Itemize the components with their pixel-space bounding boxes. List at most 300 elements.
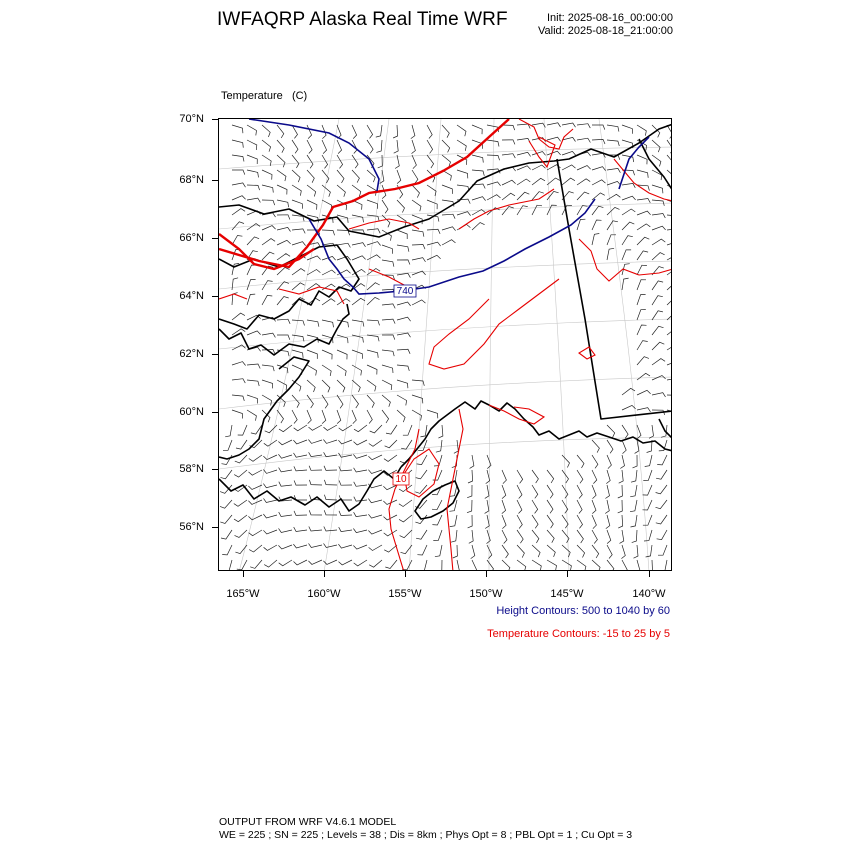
- wind-barb: [487, 182, 501, 186]
- wind-barb: [643, 470, 652, 481]
- wind-barb: [607, 545, 612, 559]
- wind-barb: [442, 214, 455, 219]
- wind-barb: [399, 500, 412, 507]
- wind-barb: [487, 455, 491, 469]
- wind-barb: [247, 380, 259, 386]
- wind-barb: [577, 179, 590, 185]
- wind-barb: [637, 265, 647, 275]
- wind-barb: [432, 515, 442, 525]
- wind-barb: [633, 455, 638, 468]
- wind-barb: [221, 530, 232, 539]
- wind-barb: [427, 155, 434, 168]
- wind-barb: [337, 365, 346, 376]
- wind-barb: [517, 192, 529, 200]
- wind-barb: [467, 500, 472, 513]
- wind-barb: [262, 155, 271, 166]
- wind-barb: [562, 545, 570, 557]
- wind-barb: [367, 215, 379, 221]
- wind-barb: [487, 530, 491, 544]
- wind-barb: [277, 240, 291, 245]
- wind-barb: [224, 560, 232, 571]
- wind-barb: [502, 545, 508, 558]
- wind-barb: [634, 545, 639, 558]
- wind-barb: [292, 140, 298, 153]
- wind-barb: [277, 335, 290, 340]
- wind-barb: [247, 331, 261, 335]
- wind-barb: [637, 199, 650, 203]
- wind-barb: [618, 500, 623, 513]
- wind-barb: [399, 515, 412, 522]
- wind-barb: [322, 230, 335, 235]
- wind-barb: [322, 365, 331, 376]
- wind-barb: [367, 320, 380, 325]
- wind-barb: [277, 380, 287, 390]
- wind-barb: [232, 395, 244, 401]
- wind-barb: [412, 258, 426, 262]
- wind-barb: [667, 125, 672, 138]
- wind-barb: [427, 140, 433, 153]
- wind-barb: [577, 515, 583, 528]
- wind-barb: [339, 511, 352, 516]
- wind-barb: [232, 155, 244, 162]
- wind-barb: [354, 512, 367, 516]
- wind-barb: [307, 140, 312, 154]
- wind-barb: [667, 378, 672, 382]
- wind-barb: [442, 227, 456, 231]
- wind-barb: [307, 256, 321, 260]
- wind-barb: [645, 455, 652, 467]
- wind-barb: [339, 527, 352, 531]
- wind-barb: [562, 123, 576, 127]
- wind-barb: [292, 170, 300, 182]
- wind-barb: [294, 466, 307, 471]
- lat-tick: [212, 527, 218, 528]
- wind-barb: [660, 560, 667, 571]
- wind-barb: [234, 500, 247, 506]
- wind-barb: [438, 425, 443, 438]
- wind-barb: [339, 481, 352, 486]
- wind-barb: [279, 560, 292, 566]
- wind-barb: [368, 470, 382, 474]
- wind-barb: [353, 454, 367, 458]
- valid-time: Valid: 2025-08-18_21:00:00: [538, 25, 673, 37]
- wind-barb: [562, 151, 576, 155]
- wind-barb: [397, 260, 410, 265]
- wind-barb: [337, 230, 350, 235]
- wind-barb: [247, 198, 260, 202]
- wind-barb: [382, 410, 389, 423]
- wind-barb: [232, 170, 245, 175]
- wind-barb: [622, 236, 633, 245]
- wind-barb: [370, 425, 382, 433]
- wind-barb: [382, 365, 393, 373]
- wind-barb: [324, 425, 338, 430]
- wind-barb: [622, 560, 627, 571]
- wind-barb: [337, 350, 347, 359]
- wind-barb: [263, 455, 277, 460]
- wind-barb: [637, 341, 648, 350]
- wind-barb: [307, 125, 312, 139]
- lat-label-56: 56°N: [179, 521, 204, 533]
- wind-barb: [667, 155, 672, 168]
- wind-barb: [532, 500, 538, 513]
- wind-barb: [279, 482, 292, 487]
- wind-barb: [592, 206, 603, 215]
- wind-barb: [457, 170, 468, 178]
- wind-barb: [250, 560, 262, 568]
- wind-barb: [294, 511, 307, 516]
- wind-barb: [368, 530, 382, 534]
- wind-barb: [294, 425, 307, 431]
- wind-barb: [468, 515, 473, 528]
- wind-barb: [385, 440, 397, 448]
- wind-barb: [277, 125, 284, 138]
- wind-barb: [607, 140, 619, 146]
- wind-barb: [393, 125, 398, 138]
- wind-barb: [277, 170, 286, 181]
- wind-barb: [307, 380, 315, 392]
- wind-barb: [322, 155, 328, 168]
- model-footer: [219, 816, 632, 841]
- wind-barb: [427, 242, 441, 246]
- wind-barb: [607, 440, 613, 453]
- wind-barb: [397, 365, 409, 371]
- wind-barb: [367, 170, 375, 182]
- wind-barb: [402, 560, 412, 570]
- wind-barb: [352, 256, 366, 260]
- wind-barb: [292, 229, 305, 234]
- wind-barb: [630, 500, 637, 512]
- wind-barb: [247, 294, 255, 305]
- wind-barb: [547, 178, 560, 185]
- wind-barb: [502, 500, 506, 514]
- wind-barb: [307, 200, 317, 210]
- run-times: [480, 12, 673, 38]
- lat-tick: [212, 354, 218, 355]
- wind-barb: [607, 168, 620, 172]
- wind-barb: [485, 500, 489, 513]
- wind-barb: [322, 395, 328, 408]
- wind-barb: [337, 256, 351, 260]
- wind-barb: [592, 485, 596, 499]
- wind-barb: [637, 251, 648, 260]
- wind-barb: [502, 207, 514, 216]
- wind-barb: [309, 425, 323, 430]
- wind-barb: [324, 543, 338, 547]
- wind-barb: [367, 410, 372, 424]
- wind-barb: [309, 543, 323, 547]
- wind-barb: [667, 361, 672, 365]
- wind-barb: [652, 253, 665, 260]
- wind-barb: [442, 125, 449, 138]
- lon-tick: [243, 571, 244, 577]
- wind-barb: [637, 408, 651, 412]
- wind-barb: [292, 283, 305, 290]
- wind-barb: [517, 470, 523, 483]
- wind-barb: [592, 515, 596, 529]
- wind-barb: [637, 357, 649, 365]
- wind-barb: [248, 515, 262, 520]
- wind-barb: [577, 219, 585, 230]
- wind-barb: [308, 560, 322, 564]
- wind-barb: [631, 470, 637, 482]
- wind-barb: [592, 220, 602, 230]
- wind-barb: [637, 237, 649, 245]
- wind-barb: [292, 410, 297, 424]
- wind-barb: [502, 140, 515, 145]
- wind-barb: [622, 405, 636, 410]
- wind-barb: [369, 440, 382, 446]
- wind-barb: [337, 155, 343, 168]
- wind-barb: [592, 560, 600, 571]
- wind-barb: [605, 485, 609, 499]
- wind-barb: [382, 395, 390, 407]
- wind-barb: [547, 500, 553, 513]
- wind-barb: [324, 495, 337, 500]
- wind-barb: [470, 455, 474, 468]
- lat-tick: [212, 469, 218, 470]
- wind-barb: [592, 180, 606, 185]
- wind-barb: [337, 185, 345, 197]
- wind-barb: [667, 395, 672, 400]
- wind-barb: [277, 140, 284, 153]
- wind-barb: [532, 530, 539, 543]
- wind-barb: [517, 152, 531, 156]
- wind-barb: [607, 560, 614, 571]
- wind-barb: [485, 515, 489, 529]
- wind-barb: [262, 333, 275, 337]
- wind-barb: [384, 530, 397, 536]
- wind-barb: [247, 125, 257, 135]
- wind-barb: [607, 207, 620, 215]
- wind-barb: [322, 200, 332, 210]
- wind-barb: [262, 239, 275, 245]
- wind-barb: [547, 530, 554, 543]
- wind-barb: [427, 255, 441, 260]
- wind-barb: [487, 140, 499, 147]
- wind-barb: [442, 240, 456, 245]
- wind-barb: [657, 530, 667, 540]
- wind-barb: [562, 560, 571, 571]
- wind-barb: [307, 170, 314, 183]
- wind-barb: [277, 319, 290, 324]
- wind-barb: [262, 226, 276, 230]
- wind-barb: [247, 185, 260, 190]
- wind-barb: [309, 466, 322, 471]
- wind-barb: [622, 183, 635, 187]
- wind-barb: [592, 470, 597, 484]
- wind-barb: [384, 545, 397, 552]
- wind-barb: [667, 255, 672, 260]
- wind-barb: [419, 560, 427, 571]
- wind-barb: [412, 200, 421, 211]
- wind-barb: [652, 393, 666, 397]
- wind-barb: [307, 350, 317, 359]
- wind-barb: [338, 544, 352, 548]
- wind-barb: [247, 395, 258, 404]
- lat-tick: [212, 119, 218, 120]
- wind-barb: [382, 335, 395, 340]
- wind-barb: [562, 455, 570, 468]
- height-contours-note: Height Contours: 500 to 1040 by 60: [496, 605, 670, 617]
- wind-barb: [607, 455, 611, 469]
- wind-barb: [352, 125, 357, 139]
- wind-barb: [656, 500, 668, 509]
- wind-barb: [238, 425, 247, 435]
- wind-barb: [322, 170, 329, 183]
- wind-barb: [667, 283, 672, 290]
- wind-barb: [279, 512, 292, 516]
- wind-barb: [592, 440, 599, 453]
- wind-barb: [292, 185, 301, 196]
- wind-barb: [262, 140, 271, 152]
- wind-barb: [397, 245, 409, 252]
- wind-barb: [368, 514, 382, 518]
- wind-barb: [652, 342, 664, 350]
- wind-barb: [232, 183, 246, 187]
- wind-barb: [622, 278, 629, 290]
- wind-barb: [532, 152, 546, 156]
- wind-barb: [382, 380, 392, 390]
- wind-barb: [277, 155, 285, 167]
- wind-barb: [457, 212, 471, 216]
- wind-barb: [307, 320, 319, 327]
- wind-barb: [644, 530, 652, 541]
- wind-barb: [278, 440, 292, 445]
- wind-barb: [263, 470, 277, 474]
- init-time: Init: 2025-08-16_00:00:00: [547, 12, 673, 24]
- wind-barb: [412, 185, 420, 198]
- lat-label-64: 64°N: [179, 290, 204, 302]
- wind-barb: [502, 485, 506, 499]
- wind-barb: [232, 313, 245, 320]
- wind-barb: [622, 440, 626, 454]
- wind-barb: [622, 209, 635, 215]
- wind-barb: [292, 269, 305, 275]
- wind-barb: [502, 154, 515, 158]
- wind-barb: [607, 425, 615, 437]
- wind-barb: [652, 296, 663, 305]
- wind-barbs: [220, 123, 672, 571]
- wind-barb: [292, 380, 301, 391]
- wind-barb: [412, 140, 416, 154]
- wind-barb: [577, 485, 582, 499]
- wind-barb: [232, 125, 243, 133]
- lon-tick: [486, 571, 487, 577]
- lon-tick: [324, 571, 325, 577]
- wind-barb: [652, 239, 665, 245]
- wind-barb: [469, 530, 473, 543]
- wind-barb: [637, 224, 650, 230]
- wind-barb: [397, 333, 411, 337]
- wind-barb: [307, 155, 313, 168]
- wind-barb: [376, 140, 382, 152]
- lon-label-160: 160°W: [307, 588, 341, 600]
- wind-barb: [433, 530, 442, 541]
- wind-barb: [367, 297, 380, 305]
- wind-barb: [652, 359, 665, 365]
- wind-barb: [263, 530, 277, 534]
- wind-barb: [472, 560, 477, 571]
- wind-barb: [562, 178, 575, 185]
- wind-barb: [454, 440, 458, 453]
- wind-barb: [322, 270, 336, 275]
- wind-barb: [607, 530, 611, 544]
- wind-barb: [279, 468, 292, 472]
- wind-barb: [352, 185, 361, 197]
- wind-barb: [643, 515, 652, 525]
- wind-barb: [367, 350, 378, 358]
- wind-barb: [322, 185, 330, 197]
- wind-barb: [354, 560, 367, 566]
- chart-title: IWFAQRP Alaska Real Time WRF: [217, 9, 508, 30]
- wind-barb: [293, 440, 307, 444]
- wind-barb: [517, 124, 530, 129]
- wind-barb: [577, 455, 584, 468]
- wind-barb: [532, 470, 538, 483]
- wind-barb: [368, 455, 382, 460]
- wind-barb: [657, 455, 667, 465]
- wind-barb: [352, 298, 365, 305]
- wind-barb: [442, 155, 451, 167]
- wind-barb: [369, 545, 382, 551]
- wind-barb: [420, 425, 427, 437]
- wind-barb: [322, 140, 327, 154]
- wind-barb: [652, 214, 665, 218]
- wind-barb: [352, 215, 364, 222]
- wind-barb: [322, 410, 326, 424]
- wind-barb: [517, 530, 523, 543]
- wind-barb: [397, 170, 401, 184]
- wind-barb: [577, 470, 583, 483]
- wind-barb: [294, 560, 308, 565]
- lon-label-145: 145°W: [550, 588, 584, 600]
- wind-barb: [517, 206, 528, 215]
- wind-barb: [232, 379, 245, 383]
- wind-barb: [592, 125, 605, 130]
- wind-barb: [247, 237, 259, 245]
- wind-barb: [232, 410, 243, 419]
- wind-barb: [337, 170, 344, 183]
- wind-barb: [367, 395, 374, 408]
- wind-barb: [502, 515, 506, 529]
- wind-barb: [277, 227, 291, 231]
- wind-barb: [427, 185, 436, 196]
- wind-barb: [262, 281, 273, 290]
- lon-tick: [567, 571, 568, 577]
- wind-barb: [562, 165, 576, 170]
- wind-barb: [532, 515, 538, 528]
- wind-barb: [294, 481, 307, 486]
- wind-barb: [620, 455, 624, 469]
- wind-barb: [309, 452, 322, 456]
- wind-barb: [278, 545, 292, 549]
- wind-barb: [337, 410, 341, 424]
- wind-barb: [225, 425, 232, 437]
- wind-barb: [619, 470, 624, 483]
- weather-map: [219, 119, 672, 571]
- wind-barb: [262, 125, 270, 137]
- wind-barb: [667, 170, 672, 182]
- wind-barb: [353, 545, 367, 549]
- wind-barb: [401, 440, 412, 449]
- wind-barb: [249, 530, 262, 536]
- wind-barb: [562, 485, 568, 498]
- wind-barb: [656, 485, 667, 494]
- wind-barb: [262, 380, 273, 388]
- wind-barb: [352, 365, 362, 375]
- wind-barb: [622, 125, 633, 134]
